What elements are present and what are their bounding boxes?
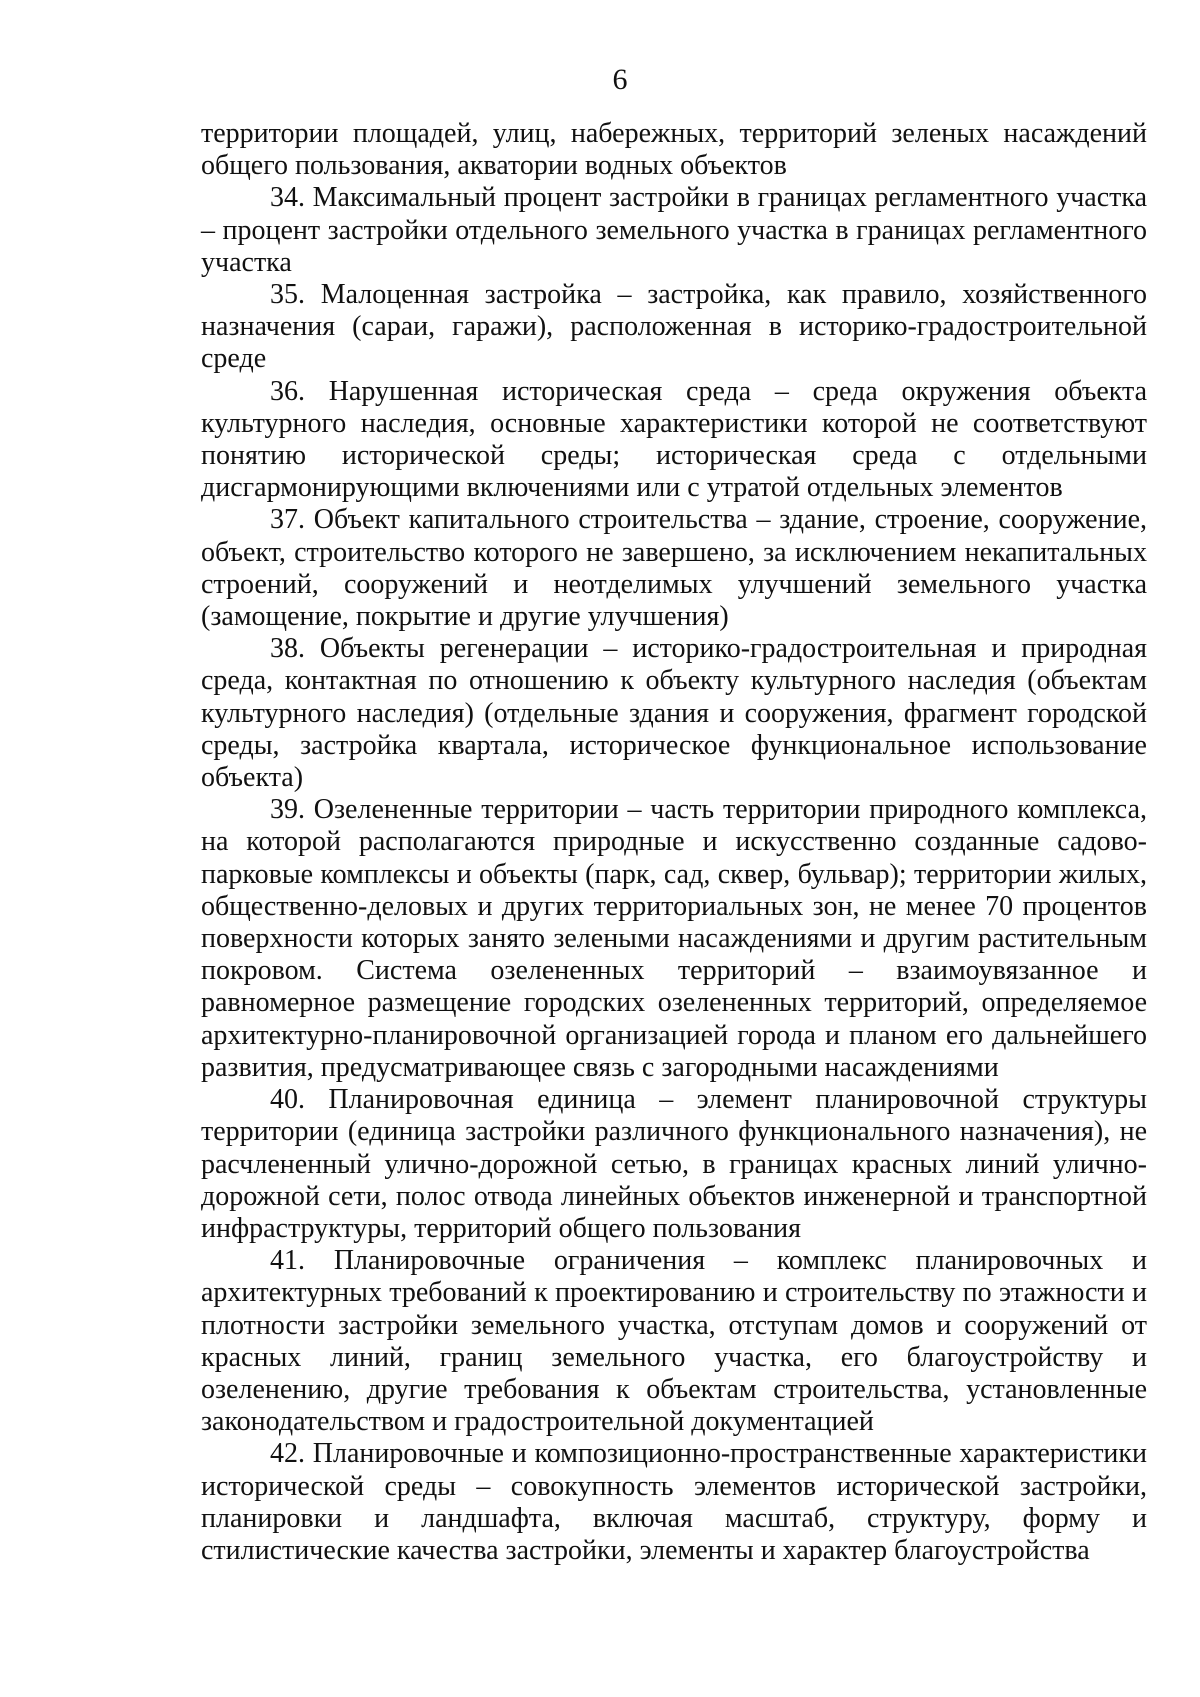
definition-42: 42. Планировочные и композиционно-пространственные характеристики исторической среды – совокупность элементов исторической застройки, планировки и ландшафта, включая масштаб, структуру, форму и стилистические качества застройки, элементы и характер благоустройства xyxy=(201,1438,1147,1566)
definition-36: 36. Нарушенная историческая среда – среда окружения объекта культурного наследия, основные характеристики которой не соответствуют понятию исторической среды; историческая среда с отдельными дисгармонирующими включениями или с утратой отдельных элементов xyxy=(201,375,1147,504)
definition-38: 38. Объекты регенерации – историко-градостроительная и природная среда, контактная по отношению к объекту культурного наследия (объектам культурного наследия) (отдельные здания и сооружения, фрагмент городской среды, застройка квартала, историческое функциональное использование объекта) xyxy=(201,633,1147,794)
definition-39: 39. Озелененные территории – часть территории природного комплекса, на которой располагаются природные и искусственно созданные садово-парковые комплексы и объекты (парк, сад, сквер, бульвар); территории жилых, общественно-деловых и других территориальных зон, не менее 70 процентов поверхности которых занято зелеными насаждениями и другим растительным покровом. Система озелененных территорий – взаимоувязанное и равномерное размещение городских озелененных территорий, определяемое архитектурно-планировочной организацией города и планом его дальнейшего развития, предусматривающее связь с загородными насаждениями xyxy=(201,794,1147,1083)
document-body xyxy=(201,118,1147,1567)
definition-34: 34. Максимальный процент застройки в границах регламентного участка – процент застройки отдельного земельного участка в границах регламентного участка xyxy=(201,182,1147,278)
definition-40: 40. Планировочная единица – элемент планировочной структуры территории (единица застройки различного функционального назначения), не расчлененный улично-дорожной сетью, в границах красных линий улично-дорожной сети, полос отвода линейных объектов инженерной и транспортной инфраструктуры, территорий общего пользования xyxy=(201,1084,1147,1244)
definition-41: 41. Планировочные ограничения – комплекс планировочных и архитектурных требований к проектированию и строительству по этажности и плотности застройки земельного участка, отступам домов и сооружений от красных линий, границ земельного участка, его благоустройству и озеленению, другие требования к объектам строительства, установленные законодательством и градостроительной документацией xyxy=(201,1245,1147,1438)
definition-35: 35. Малоценная застройка – застройка, как правило, хозяйственного назначения (сараи, гаражи), расположенная в историко-градостроительной среде xyxy=(201,279,1147,375)
definition-37: 37. Объект капитального строительства – здание, строение, сооружение, объект, строительство которого не завершено, за исключением некапитальных строений, сооружений и неотделимых улучшений земельного участка (замощение, покрытие и другие улучшения) xyxy=(201,504,1147,633)
page-number: 6 xyxy=(612,63,628,96)
paragraph-continuation: территории площадей, улиц, набережных, территорий зеленых насаждений общего пользования, акватории водных объектов xyxy=(201,118,1147,182)
